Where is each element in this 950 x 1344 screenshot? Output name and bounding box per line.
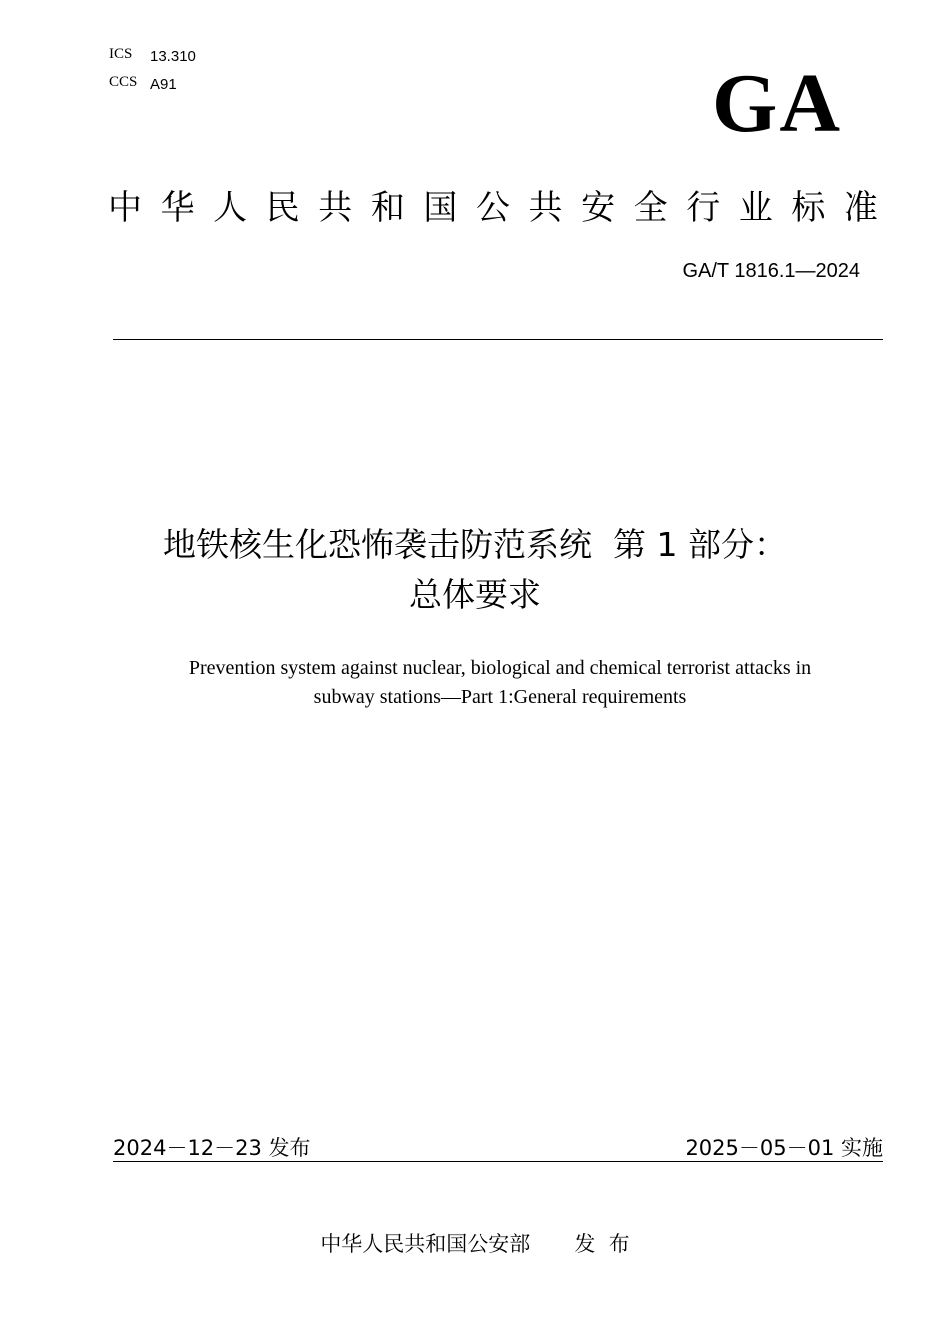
standard-category-char: 行 bbox=[686, 188, 721, 228]
implement-date: 2025－05－01 实施 bbox=[685, 1136, 883, 1160]
title-en-line1: Prevention system against nuclear, biological and chemical terrorist attacks in bbox=[188, 657, 812, 679]
title-cn bbox=[40, 520, 910, 620]
ics-value: 13.310 bbox=[150, 48, 196, 65]
issuer bbox=[200, 1228, 750, 1258]
title-en bbox=[80, 654, 920, 712]
standard-category bbox=[108, 188, 878, 228]
standard-category-char: 准 bbox=[843, 188, 878, 228]
title-cn-line1: 地铁核生化恐怖袭击防范系统 第 1 部分： bbox=[163, 525, 787, 564]
standard-category-char: 全 bbox=[633, 188, 668, 228]
top-divider bbox=[113, 339, 883, 340]
issue-date: 2024－12－23 发布 bbox=[113, 1136, 311, 1160]
issuer-org: 中华人民共和国公安部 bbox=[320, 1232, 531, 1256]
standard-category-char: 和 bbox=[370, 188, 405, 228]
ics-label: ICS bbox=[109, 46, 133, 62]
standard-category-char: 人 bbox=[213, 188, 248, 228]
standard-category-char: 共 bbox=[528, 188, 563, 228]
ccs-value: A91 bbox=[150, 76, 177, 93]
standard-category-char: 华 bbox=[160, 188, 195, 228]
standard-category-char: 标 bbox=[791, 188, 826, 228]
title-cn-line2: 总体要求 bbox=[409, 575, 541, 614]
standard-category-char: 中 bbox=[108, 188, 142, 228]
standard-category-char: 安 bbox=[581, 188, 616, 228]
standard-number: GA/T 1816.1—2024 bbox=[682, 260, 860, 282]
standard-category-char: 民 bbox=[265, 188, 300, 228]
standard-category-char: 公 bbox=[475, 188, 510, 228]
ga-logo: GA bbox=[712, 57, 842, 150]
title-en-line2: subway stations—Part 1:General requirements bbox=[313, 686, 687, 708]
bottom-divider bbox=[113, 1161, 883, 1162]
ccs-label: CCS bbox=[109, 74, 138, 90]
standard-category-char: 业 bbox=[738, 188, 773, 228]
standard-category-char: 共 bbox=[318, 188, 353, 228]
standard-category-char: 国 bbox=[423, 188, 458, 228]
issuer-action: 发 布 bbox=[574, 1232, 630, 1256]
